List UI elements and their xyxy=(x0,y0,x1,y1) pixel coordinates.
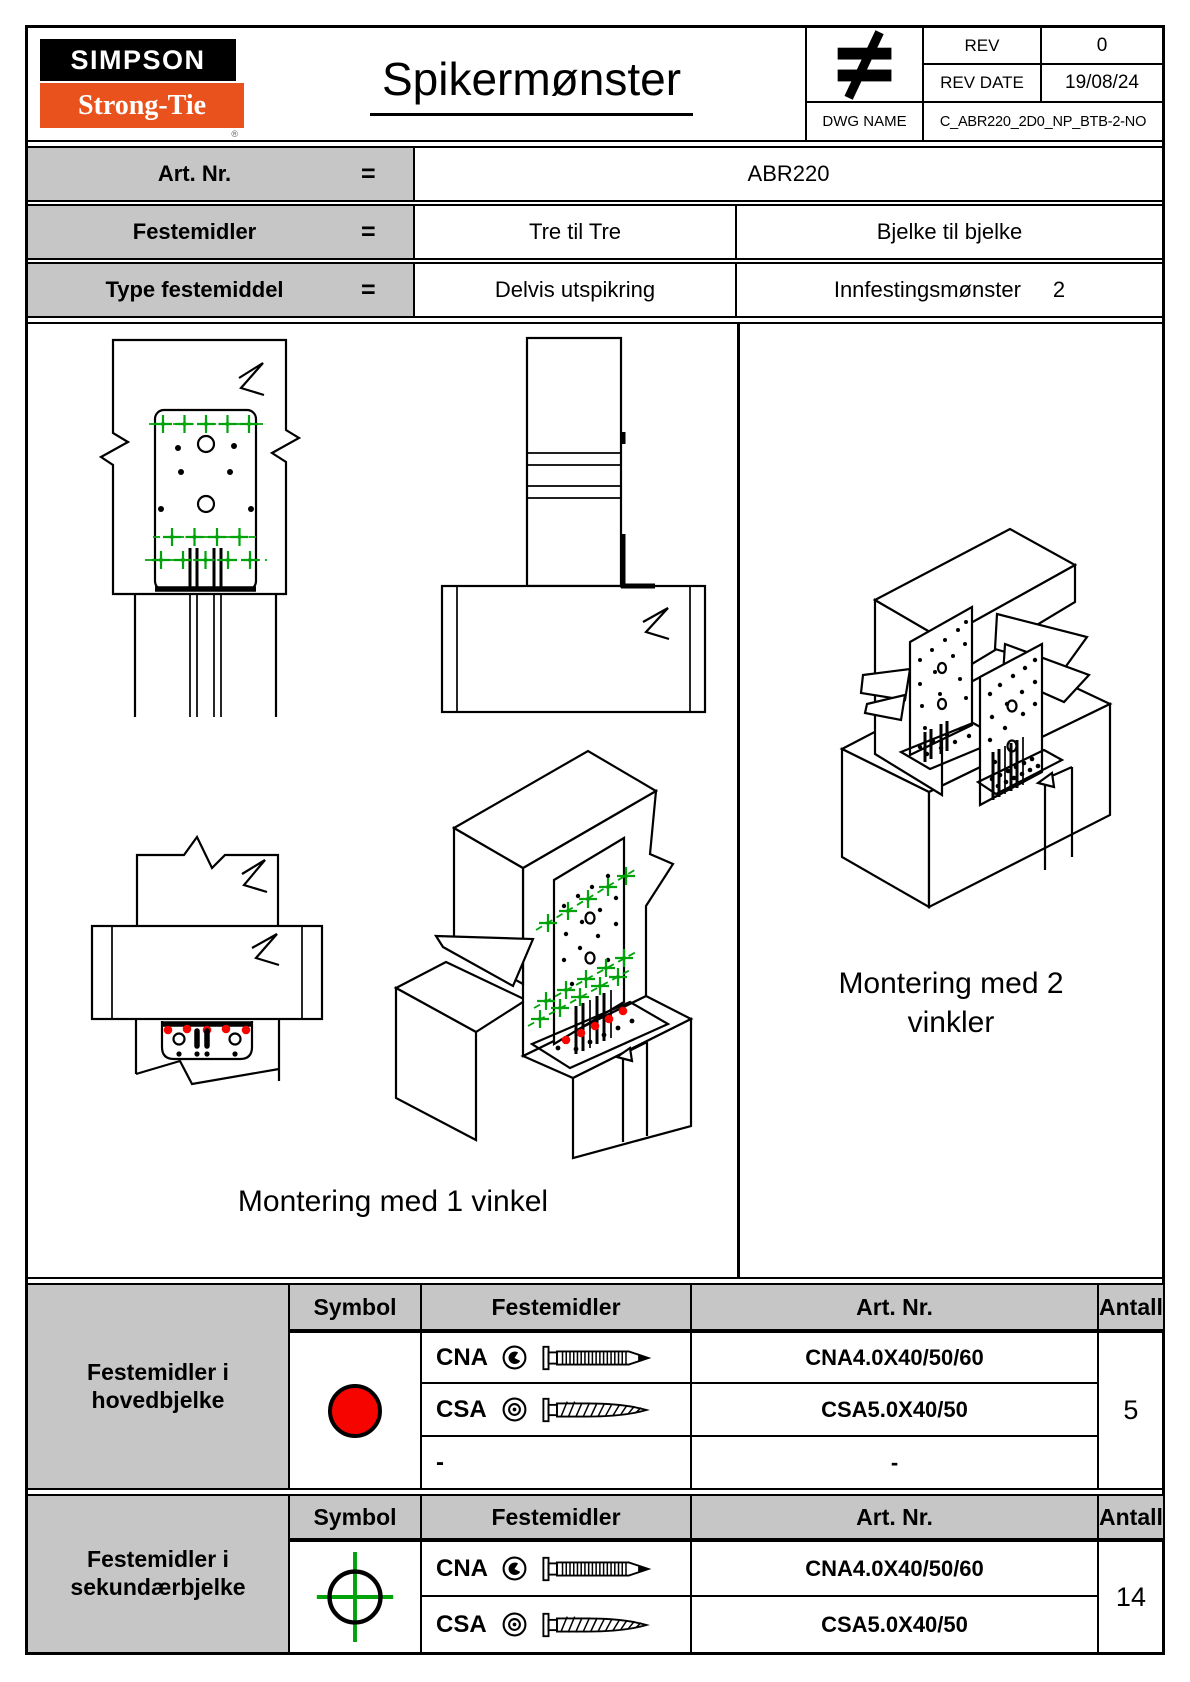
header-antall: Antall xyxy=(1097,1496,1163,1538)
caption-two-angles xyxy=(740,964,1162,1042)
info-label: Type festemiddel xyxy=(105,277,284,302)
registered-mark: ® xyxy=(231,129,238,139)
art-nr-csa: CSA5.0X40/50 xyxy=(690,1382,1097,1435)
section-divider xyxy=(28,1488,1162,1496)
caption-two-angles-line2: vinkler xyxy=(907,1006,995,1039)
section-divider xyxy=(28,140,1162,148)
screw-icon xyxy=(539,1611,657,1639)
side-view-drawing xyxy=(405,334,710,712)
equals-sign: = xyxy=(361,275,376,304)
rev-date-value: 19/08/24 xyxy=(1040,65,1162,103)
innfestingsmonster-cell xyxy=(737,264,1162,316)
art-nr-cna: CNA4.0X40/50/60 xyxy=(690,1329,1097,1382)
fasteners-table-hovedbjelke xyxy=(28,1285,1162,1488)
sheet-title-area xyxy=(258,28,805,140)
logo-strongtie-box: Strong-Tie xyxy=(40,83,244,128)
antall-sekundaerbjelke: 14 xyxy=(1097,1538,1163,1652)
info-label-cell xyxy=(28,206,415,258)
front-view-drawing xyxy=(93,332,308,717)
red-circle-icon xyxy=(328,1384,382,1438)
art-nr-cna: CNA4.0X40/50/60 xyxy=(690,1538,1097,1595)
equals-sign: = xyxy=(361,217,376,246)
revision-table xyxy=(805,28,1162,140)
screw-icon xyxy=(539,1396,657,1424)
rev-label: REV xyxy=(922,28,1040,65)
art-nr-csa: CSA5.0X40/50 xyxy=(690,1595,1097,1652)
info-row-art-nr xyxy=(28,148,1162,200)
cna-head-icon xyxy=(501,1555,528,1582)
festemidler-value-left: Tre til Tre xyxy=(415,206,737,258)
symbol-cell-sekundaerbjelke xyxy=(288,1538,420,1652)
info-label: Art. Nr. xyxy=(157,161,232,186)
green-crosshair-icon xyxy=(308,1550,402,1644)
dwg-name-label: DWG NAME xyxy=(805,103,922,140)
section-label-sekundaerbjelke: Festemidler i sekundærbjelke xyxy=(28,1496,288,1652)
info-label: Festemidler xyxy=(132,219,257,244)
cna-head-icon xyxy=(501,1344,528,1371)
festemidler-value-right: Bjelke til bjelke xyxy=(876,219,1023,244)
fastener-cell-cna: CNA xyxy=(420,1538,690,1595)
art-nr-empty: - xyxy=(690,1435,1097,1488)
header-symbol: Symbol xyxy=(288,1285,420,1329)
header-art-nr: Art. Nr. xyxy=(690,1285,1097,1329)
nail-icon xyxy=(539,1555,657,1583)
info-label-cell xyxy=(28,148,415,200)
rev-value: 0 xyxy=(1040,28,1162,65)
caption-two-angles-line1: Montering med 2 xyxy=(838,967,1064,1000)
fastener-cell-csa: CSA xyxy=(420,1595,690,1652)
nail-icon xyxy=(539,1344,657,1372)
sheet-frame xyxy=(25,25,1165,1655)
caption-one-angle: Montering med 1 vinkel xyxy=(237,1185,549,1218)
fastener-cell-cna: CNA xyxy=(420,1329,690,1382)
csa-head-icon xyxy=(501,1611,528,1638)
rev-date-label: REV DATE xyxy=(922,65,1040,103)
antall-hovedbjelke: 5 xyxy=(1097,1329,1163,1488)
header-art-nr: Art. Nr. xyxy=(690,1496,1097,1538)
type-festemiddel-value-left: Delvis utspikring xyxy=(415,264,737,316)
simpson-strongtie-logo xyxy=(28,28,258,140)
fasteners-table-sekundaerbjelke xyxy=(28,1496,1162,1652)
isometric-one-angle-drawing xyxy=(386,706,738,1168)
header-antall: Antall xyxy=(1097,1285,1163,1329)
art-nr-value: ABR220 xyxy=(747,161,830,186)
section-divider xyxy=(28,316,1162,324)
title-block xyxy=(28,28,1162,140)
info-row-festemidler xyxy=(28,206,1162,258)
sheet-title: Spikermønster xyxy=(370,52,693,116)
innfestingsmonster-number: 2 xyxy=(1052,277,1066,302)
fastener-cell-empty: - xyxy=(420,1435,690,1488)
equals-sign: = xyxy=(361,159,376,188)
plan-view-drawing xyxy=(80,776,325,1091)
info-label-cell xyxy=(28,264,415,316)
innfestingsmonster-label: Innfestingsmønster xyxy=(833,277,1021,302)
section-label-hovedbjelke: Festemidler i hovedbjelke xyxy=(28,1285,288,1488)
drawing-area xyxy=(28,324,1162,1277)
csa-head-icon xyxy=(501,1396,528,1423)
logo-simpson-box: SIMPSON xyxy=(40,39,236,81)
header-festemidler: Festemidler xyxy=(420,1285,690,1329)
isometric-two-angles-drawing xyxy=(755,442,1162,962)
section-divider xyxy=(28,1277,1162,1285)
fastener-cell-csa: CSA xyxy=(420,1382,690,1435)
header-symbol: Symbol xyxy=(288,1496,420,1538)
header-festemidler: Festemidler xyxy=(420,1496,690,1538)
dwg-name-value: C_ABR220_2D0_NP_BTB-2-NO xyxy=(922,103,1162,140)
symbol-cell-hovedbjelke xyxy=(288,1329,420,1488)
not-equal-icon xyxy=(805,28,922,103)
info-row-type-festemiddel xyxy=(28,264,1162,316)
